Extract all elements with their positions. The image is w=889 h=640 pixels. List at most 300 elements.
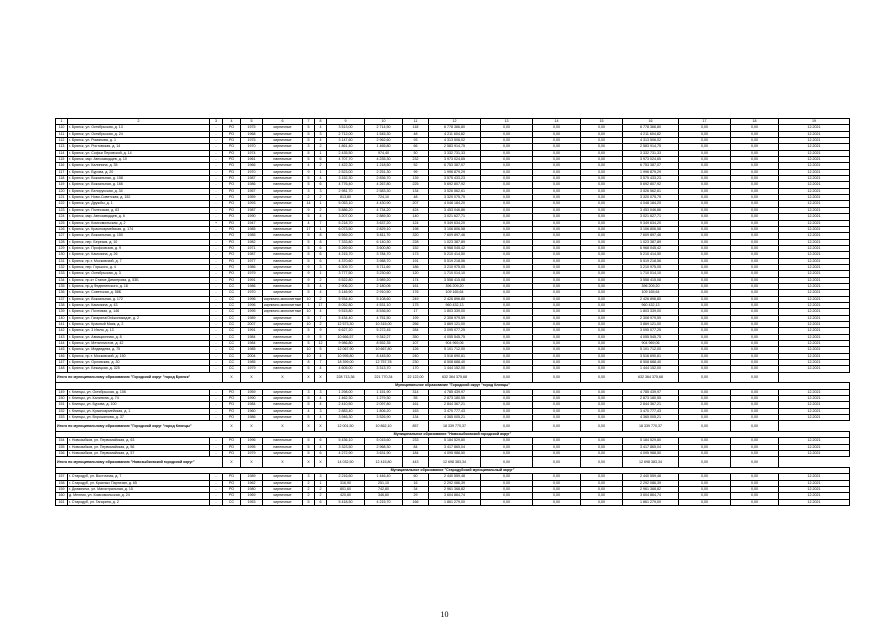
table-cell: -: [210, 493, 223, 499]
table-cell: 12.2021: [779, 396, 850, 402]
table-cell: 4: [315, 283, 327, 289]
table-cell: 129: [56, 245, 68, 251]
table-cell: 3 516 690,61: [429, 353, 481, 359]
table-cell: 251,10: [365, 480, 403, 486]
table-cell: 3 453 046,86: [429, 207, 481, 213]
table-cell: РО: [223, 402, 241, 408]
table-cell: 12.2021: [779, 131, 850, 137]
table-cell: 4: [315, 176, 327, 182]
table-cell: 3 988,70: [365, 258, 403, 264]
table-cell: 0,00: [533, 451, 581, 457]
table-cell: 0,00: [731, 347, 779, 353]
table-cell: 5 184 529,80: [623, 438, 679, 444]
table-cell: 9: [303, 277, 315, 283]
table-cell: 12.2021: [779, 499, 850, 505]
table-cell: 147: [56, 360, 68, 366]
table-cell: 0,00: [581, 480, 623, 486]
table-cell: 0,00: [731, 322, 779, 328]
table-cell: 0,00: [481, 408, 533, 414]
table-cell: 14: [303, 201, 315, 207]
table-cell: 17: [403, 309, 429, 315]
table-cell: 0,00: [533, 169, 581, 175]
table-cell: 1986: [241, 283, 263, 289]
table-cell: РО: [223, 252, 241, 258]
table-cell: -: [210, 169, 223, 175]
table-cell: 0,00: [533, 360, 581, 366]
table-cell: 159: [56, 487, 68, 493]
table-cell: РО: [223, 125, 241, 131]
table-cell: 0,00: [533, 290, 581, 296]
table-cell: 2 435,50: [327, 150, 365, 156]
table-cell: 121: [56, 195, 68, 201]
table-cell: кирпичные: [263, 150, 303, 156]
total-row: [56, 421, 850, 432]
table-cell: 266: [403, 322, 429, 328]
table-cell: 350: [403, 334, 429, 340]
table-cell: кирпичные: [263, 290, 303, 296]
column-number: 13: [481, 119, 533, 125]
table-cell: 1986: [241, 264, 263, 270]
table-cell: 5 886,20: [327, 207, 365, 213]
table-cell: 1987: [241, 252, 263, 258]
table-cell: 2 714,50: [365, 125, 403, 131]
table-cell: 0,00: [481, 252, 533, 258]
table-cell: 5: [303, 245, 315, 251]
table-cell: 3 575 433,23: [623, 176, 679, 182]
table-cell: 0,00: [679, 258, 731, 264]
table-cell: 3: [303, 188, 315, 194]
table-cell: 1989: [241, 474, 263, 480]
table-cell: 0,00: [679, 188, 731, 194]
table-cell: РО: [223, 214, 241, 220]
table-cell: 0,00: [481, 163, 533, 169]
table-cell: 0,00: [731, 220, 779, 226]
total-cell: 0,00: [581, 372, 623, 383]
table-cell: 12.2021: [779, 296, 850, 302]
table-cell: 1: [315, 271, 327, 277]
table-cell: 1984: [241, 334, 263, 340]
table-cell: 10: [303, 347, 315, 353]
table-cell: 0,00: [581, 302, 623, 308]
table-cell: 0,00: [679, 169, 731, 175]
column-number: 6: [263, 119, 303, 125]
total-label: Итого по муниципальному образованию "Новозыбковский городской округ": [56, 457, 223, 468]
table-cell: 0,00: [731, 144, 779, 150]
table-cell: 3 320 075,75: [623, 195, 679, 201]
municipality-title: Муниципальное образование "Новозыбковский городской округ": [56, 432, 850, 438]
table-cell: 0,00: [481, 302, 533, 308]
table-cell: -: [210, 252, 223, 258]
table-cell: РО: [223, 258, 241, 264]
column-number: 8: [315, 119, 327, 125]
table-cell: 0,00: [731, 195, 779, 201]
table-cell: 173: [403, 252, 429, 258]
table-cell: 0,00: [731, 233, 779, 239]
table-cell: -: [210, 131, 223, 137]
table-cell: 4 313 506,02: [623, 138, 679, 144]
table-cell: 0,00: [679, 438, 731, 444]
table-cell: -: [210, 366, 223, 372]
table-cell: 84: [403, 444, 429, 450]
column-number: 10: [365, 119, 403, 125]
table-cell: 1 298,00: [327, 389, 365, 395]
table-cell: 0,00: [533, 138, 581, 144]
table-cell: 0,00: [731, 214, 779, 220]
table-cell: кирпичные: [263, 322, 303, 328]
table-cell: 0,00: [581, 252, 623, 258]
table-cell: 12.2021: [779, 334, 850, 340]
register-body: [56, 119, 850, 506]
table-cell: кирпичные: [263, 169, 303, 175]
table-cell: 6: [315, 245, 327, 251]
table-cell: 904 969,06: [429, 341, 481, 347]
table-cell: 1: [315, 201, 327, 207]
table-cell: -: [210, 389, 223, 395]
table-cell: 12 757,78: [365, 360, 403, 366]
table-cell: 1968: [241, 131, 263, 137]
total-cell: 0,00: [481, 457, 533, 468]
table-cell: 3 323,50: [327, 444, 365, 450]
table-cell: 12.2021: [779, 487, 850, 493]
table-cell: 9: [303, 169, 315, 175]
table-cell: 134: [56, 277, 68, 283]
table-cell: 5 934,40: [327, 296, 365, 302]
table-cell: 136: [56, 290, 68, 296]
table-cell: 0,00: [731, 315, 779, 321]
table-cell: 120: [56, 188, 68, 194]
table-cell: 0,00: [533, 176, 581, 182]
table-cell: 1975: [241, 125, 263, 131]
table-cell: 0,00: [481, 493, 533, 499]
table-cell: 1 462,30: [327, 396, 365, 402]
table-cell: г. Новозыбков, ул. Первомайская, д. 63: [68, 438, 210, 444]
table-cell: 0,00: [679, 283, 731, 289]
table-cell: 12.2021: [779, 353, 850, 359]
table-cell: 0,00: [581, 309, 623, 315]
table-cell: 12: [315, 341, 327, 347]
table-cell: 5: [303, 396, 315, 402]
table-cell: -: [210, 480, 223, 486]
table-cell: 0,00: [679, 176, 731, 182]
table-cell: 0,00: [581, 451, 623, 457]
table-cell: 2 292 086,39: [623, 480, 679, 486]
total-cell: X: [263, 421, 303, 432]
table-cell: панельные: [263, 233, 303, 239]
table-cell: г. Брянск, ул. Комсомольская, д. 2: [68, 220, 210, 226]
table-cell: СС: [223, 353, 241, 359]
table-cell: 4 370,60: [327, 258, 365, 264]
total-cell: 0,00: [679, 457, 731, 468]
table-cell: 0,00: [481, 150, 533, 156]
table-cell: 198: [403, 226, 429, 232]
table-cell: 801,60: [327, 487, 365, 493]
table-cell: 5: [303, 366, 315, 372]
table-cell: 3 973 024,65: [429, 157, 481, 163]
table-cell: 1 465,80: [365, 144, 403, 150]
table-cell: 3 575 433,23: [429, 176, 481, 182]
table-cell: 0,00: [679, 302, 731, 308]
table-cell: 0,00: [481, 347, 533, 353]
table-cell: 1996: [241, 438, 263, 444]
table-cell: кирпичные: [263, 315, 303, 321]
table-cell: 0,00: [533, 220, 581, 226]
table-cell: 0,00: [679, 264, 731, 270]
table-cell: 1 279,30: [365, 396, 403, 402]
table-cell: 137: [56, 296, 68, 302]
table-cell: 157: [56, 474, 68, 480]
table-cell: 1 422,30: [327, 163, 365, 169]
table-cell: 0,00: [533, 277, 581, 283]
table-cell: 1969: [241, 493, 263, 499]
table-cell: 0,00: [533, 396, 581, 402]
table-cell: 5: [315, 347, 327, 353]
table-cell: 52: [403, 163, 429, 169]
total-cell: 0,00: [581, 457, 623, 468]
table-cell: 5: [315, 334, 327, 340]
table-cell: РО: [223, 201, 241, 207]
total-cell: 0,00: [481, 421, 533, 432]
table-cell: кирпично-монолитные: [264, 296, 302, 301]
total-label: Итого по муниципальному образованию "Городской округ "город Клинцы": [56, 421, 223, 432]
table-cell: 4 235,30: [365, 157, 403, 163]
table-cell: 0,00: [533, 245, 581, 251]
table-cell: кирпичные: [263, 271, 303, 277]
table-cell: 155: [56, 444, 68, 450]
table-cell: 4 267,80: [365, 182, 403, 188]
table-cell: 3 313,70: [365, 366, 403, 372]
table-cell: г. Брянск, ул. Вокзальная, д. 166: [68, 182, 210, 188]
table-cell: 0,00: [581, 283, 623, 289]
table-cell: 0,00: [679, 499, 731, 505]
table-cell: 0,00: [679, 415, 731, 421]
table-cell: 0,00: [731, 328, 779, 334]
table-cell: 0,00: [731, 252, 779, 258]
table-cell: 0,00: [481, 315, 533, 321]
table-cell: 5: [303, 176, 315, 182]
table-cell: г. Брянск, ул. Белорусская, д. 34: [68, 188, 210, 194]
table-cell: 12.2021: [779, 451, 850, 457]
total-cell: 228 713,36: [327, 372, 365, 383]
table-cell: 4: [315, 402, 327, 408]
table-cell: 2 836,70: [365, 176, 403, 182]
table-cell: 12 573,30: [327, 322, 365, 328]
table-cell: 2 889,30: [365, 214, 403, 220]
table-cell: 158: [56, 480, 68, 486]
table-cell: 0,00: [581, 264, 623, 270]
table-cell: 0,00: [533, 214, 581, 220]
table-cell: 176: [403, 290, 429, 296]
table-cell: 4: [303, 163, 315, 169]
table-cell: 0,00: [481, 176, 533, 182]
table-cell: 4 215,70: [327, 252, 365, 258]
table-cell: 0,00: [481, 144, 533, 150]
table-cell: 2 829,10: [365, 226, 403, 232]
table-cell: 5 101 712,00: [623, 347, 679, 353]
table-cell: РО: [223, 239, 241, 245]
table-cell: 0,00: [731, 402, 779, 408]
total-cell: 18 339 770,37: [429, 421, 481, 432]
total-label: Итого по муниципальному образованию "Городской округ "город Брянск": [56, 372, 223, 383]
table-cell: 1987: [241, 176, 263, 182]
table-cell: 0,00: [581, 201, 623, 207]
table-cell: СС: [223, 341, 241, 347]
table-cell: 5 522,80: [327, 277, 365, 283]
table-cell: 5 811,70: [365, 233, 403, 239]
table-cell: кирпичные: [263, 487, 303, 493]
table-cell: 0,00: [481, 283, 533, 289]
table-cell: СС: [223, 283, 241, 289]
table-cell: РО: [223, 131, 241, 137]
table-cell: 1 545,30: [365, 131, 403, 137]
table-cell: г. Брянск, ул. Бежицкая, д. 325: [68, 366, 210, 372]
table-cell: 0,00: [481, 169, 533, 175]
table-cell: 3: [315, 389, 327, 395]
table-cell: 0,00: [581, 334, 623, 340]
table-cell: 4: [315, 353, 327, 359]
table-cell: 3 869 121,00: [623, 322, 679, 328]
register-sheet: [55, 118, 849, 506]
table-cell: 130: [56, 252, 68, 258]
table-cell: 10 315,00: [365, 322, 403, 328]
table-cell: 6: [315, 258, 327, 264]
table-cell: 5: [303, 233, 315, 239]
table-cell: г. Клинцы, ул. Красноармейская, д. 1: [68, 408, 210, 414]
table-cell: 0,00: [679, 296, 731, 302]
table-cell: 9 986,80: [327, 341, 365, 347]
table-cell: 0,00: [533, 415, 581, 421]
table-cell: панельные: [263, 438, 303, 444]
table-cell: г. Брянск, ул. Ново-Советская, д. 152: [68, 195, 210, 201]
table-cell: 1 710 014,10: [623, 271, 679, 277]
table-cell: 0,00: [581, 402, 623, 408]
total-cell: 221 770,34: [365, 372, 403, 383]
table-cell: СС: [223, 302, 241, 308]
table-cell: РО: [223, 182, 241, 188]
table-cell: 0,00: [533, 487, 581, 493]
table-cell: г. Новозыбков, ул. Первомайская, д. 57: [68, 451, 210, 457]
table-cell: -: [210, 408, 223, 414]
table-cell: РО: [223, 264, 241, 270]
table-cell: 118: [403, 125, 429, 131]
table-cell: 124: [403, 220, 429, 226]
table-cell: 48: [403, 195, 429, 201]
table-cell: 146: [56, 353, 68, 359]
table-cell: 0,00: [533, 334, 581, 340]
table-cell: 0,00: [731, 290, 779, 296]
table-cell: 0,00: [679, 480, 731, 486]
table-cell: 1987: [241, 207, 263, 213]
table-cell: 0,00: [679, 290, 731, 296]
table-cell: 0,00: [731, 163, 779, 169]
table-cell: 0,00: [481, 239, 533, 245]
table-cell: 7: [315, 220, 327, 226]
table-cell: 2 962,60: [365, 138, 403, 144]
table-cell: 5: [303, 252, 315, 258]
table-cell: 0,00: [533, 188, 581, 194]
table-cell: РО: [223, 389, 241, 395]
total-cell: X: [241, 421, 263, 432]
table-cell: 0,00: [481, 328, 533, 334]
table-cell: кирпично-монолитные: [264, 302, 302, 307]
table-cell: 0,00: [581, 474, 623, 480]
table-cell: 191: [403, 258, 429, 264]
table-cell: 0,00: [533, 258, 581, 264]
table-cell: РО: [223, 271, 241, 277]
table-cell: 1 861,40: [327, 144, 365, 150]
table-cell: 3 021 627,71: [623, 214, 679, 220]
table-cell: 7 333,80: [327, 239, 365, 245]
table-cell: 3 637,20: [365, 220, 403, 226]
table-cell: 8 552,35: [365, 341, 403, 347]
table-cell: панельные: [263, 402, 303, 408]
table-cell: 119: [56, 182, 68, 188]
total-cell: X: [223, 372, 241, 383]
table-cell: 2 180,06: [365, 283, 403, 289]
table-cell: 4: [315, 214, 327, 220]
table-cell: 0,00: [481, 201, 533, 207]
table-cell: 0,00: [481, 220, 533, 226]
table-cell: -: [210, 138, 223, 144]
table-cell: 1985: [241, 233, 263, 239]
table-cell: -: [210, 322, 223, 328]
table-cell: 2: [315, 163, 327, 169]
table-cell: 50: [403, 150, 429, 156]
table-cell: 1991: [241, 328, 263, 334]
table-cell: 0,00: [481, 341, 533, 347]
table-cell: 0,00: [679, 341, 731, 347]
total-cell: X: [303, 372, 315, 383]
table-cell: 0,00: [481, 480, 533, 486]
table-cell: -: [210, 347, 223, 353]
table-cell: 3 558 415,08: [623, 277, 679, 283]
table-cell: 10 995,80: [327, 353, 365, 359]
table-cell: 5 434,40: [327, 315, 365, 321]
table-cell: 4 272,90: [327, 451, 365, 457]
table-cell: 6 627,20: [327, 328, 365, 334]
column-number: 4: [223, 119, 241, 125]
table-cell: г. Брянск, ул. Софьи Перовской, д. 14: [68, 150, 210, 156]
table-cell: 5: [303, 125, 315, 131]
table-cell: 0,00: [679, 360, 731, 366]
table-cell: кирпичные: [263, 138, 303, 144]
table-cell: 6: [315, 451, 327, 457]
table-cell: 0,00: [581, 315, 623, 321]
table-cell: 3 207,00: [327, 214, 365, 220]
table-cell: -: [210, 334, 223, 340]
table-cell: -: [210, 290, 223, 296]
table-cell: 12.2021: [779, 176, 850, 182]
table-cell: 3 470 777,43: [429, 408, 481, 414]
column-number: 3: [210, 119, 223, 125]
table-cell: 8: [303, 360, 315, 366]
table-cell: 12.2021: [779, 157, 850, 163]
table-cell: 0,00: [679, 493, 731, 499]
table-cell: 240: [403, 353, 429, 359]
table-cell: 1991: [241, 277, 263, 283]
table-cell: 1 861 279,00: [623, 499, 679, 505]
table-cell: 4 055 545,75: [429, 334, 481, 340]
table-cell: 2 873 180,55: [623, 396, 679, 402]
table-cell: 0,00: [679, 252, 731, 258]
table-cell: 0,00: [533, 144, 581, 150]
table-cell: -: [210, 277, 223, 283]
table-cell: г. Стародуб, ул. Красных Партизан, д. 65: [68, 480, 210, 486]
table-cell: 284: [403, 328, 429, 334]
table-cell: 3 631,90: [365, 451, 403, 457]
table-cell: 0,00: [481, 334, 533, 340]
table-cell: 0,00: [533, 328, 581, 334]
table-cell: 1990: [241, 214, 263, 220]
